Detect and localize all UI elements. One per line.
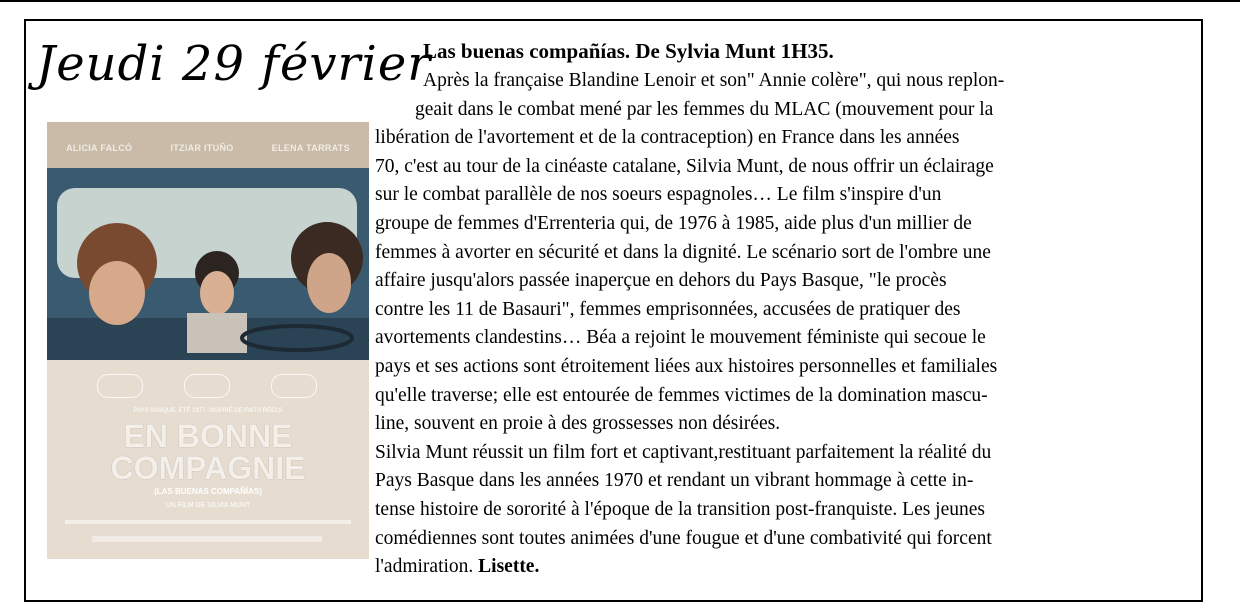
poster-original-title: (LAS BUENAS COMPAÑÍAS) (154, 487, 262, 496)
article-line: tense histoire de sororité à l'époque de la transition post-franquiste. Les jeunes (375, 498, 986, 520)
poster-tagline: PAYS BASQUE, ÉTÉ 1977. INSPIRÉ DE FAITS RÉELS (133, 408, 283, 414)
poster-director: UN FILM DE SILVIA MUNT (165, 502, 251, 509)
poster-title-line1: EN BONNE (123, 418, 293, 454)
article-body (375, 67, 1181, 582)
laurel-icon (271, 374, 317, 398)
article-line: pays et ses actions sont étroitement liées aux histoires personnelles et familiales (375, 355, 998, 377)
poster-actor-names (47, 143, 369, 153)
poster-credits-block (65, 520, 351, 524)
poster-actor-3: ELENA TARRATS (271, 143, 350, 153)
article-line: qu'elle traverse; elle est entourée de femmes victimes de la domination mascu- (375, 384, 988, 406)
article-line: comédiennes sont toutes animées d'une fougue et d'une combativité qui forcent (375, 527, 992, 549)
article-author: Lisette. (478, 556, 540, 578)
poster-actor-2: ITZIAR ITUÑO (170, 143, 234, 153)
poster-title (47, 420, 369, 484)
top-divider (0, 0, 1240, 2)
article-line: femmes à avorter en sécurité et dans la dignité. Le scénario sort de l'ombre une (375, 241, 991, 263)
article-line: avortements clandestins… Béa a rejoint le mouvement féministe qui secoue le (375, 327, 986, 349)
poster-festival-laurels (97, 374, 317, 398)
poster-actor-1: ALICIA FALCÓ (66, 143, 133, 153)
poster-logos-strip (92, 536, 322, 542)
article-line: groupe de femmes d'Errenteria qui, de 1976 à 1985, aide plus d'un millier de (375, 212, 972, 234)
article-line: Silvia Munt réussit un film fort et captivant,restituant parfaitement la réalité du (375, 441, 992, 463)
article-line: contre les 11 de Basauri", femmes emprisonnées, accusées de pratiquer des (375, 298, 961, 320)
article-headline: Las buenas compañías. De Sylvia Munt 1H35. (423, 39, 834, 63)
article-line: 70, c'est au tour de la cinéaste catalane, Silvia Munt, de nous offrir un éclairage (375, 155, 994, 177)
article-line: line, souvent en proie à des grossesses non désirées. (375, 413, 781, 435)
date-heading: Jeudi 29 février (36, 36, 432, 92)
poster-title-line2: COMPAGNIE (110, 450, 306, 486)
movie-poster (47, 122, 369, 559)
laurel-icon (184, 374, 230, 398)
article-line: libération de l'avortement et de la contraception) en France dans les années (375, 127, 960, 149)
article-line: affaire jusqu'alors passée inaperçue en dehors du Pays Basque, "le procès (375, 270, 947, 292)
article-line: Après la française Blandine Lenoir et son" Annie colère", qui nous replon- (423, 70, 1005, 91)
article-line: Pays Basque dans les années 1970 et rendant un vibrant hommage à cette in- (375, 470, 974, 492)
article-line: geait dans le combat mené par les femmes du MLAC (mouvement pour la (415, 98, 994, 120)
laurel-icon (97, 374, 143, 398)
article-last-text: l'admiration. (375, 556, 474, 578)
article-line: sur le combat parallèle de nos soeurs espagnoles… Le film s'inspire d'un (375, 184, 942, 206)
article-last-line (375, 553, 1181, 582)
poster-car-illustration (47, 168, 369, 368)
